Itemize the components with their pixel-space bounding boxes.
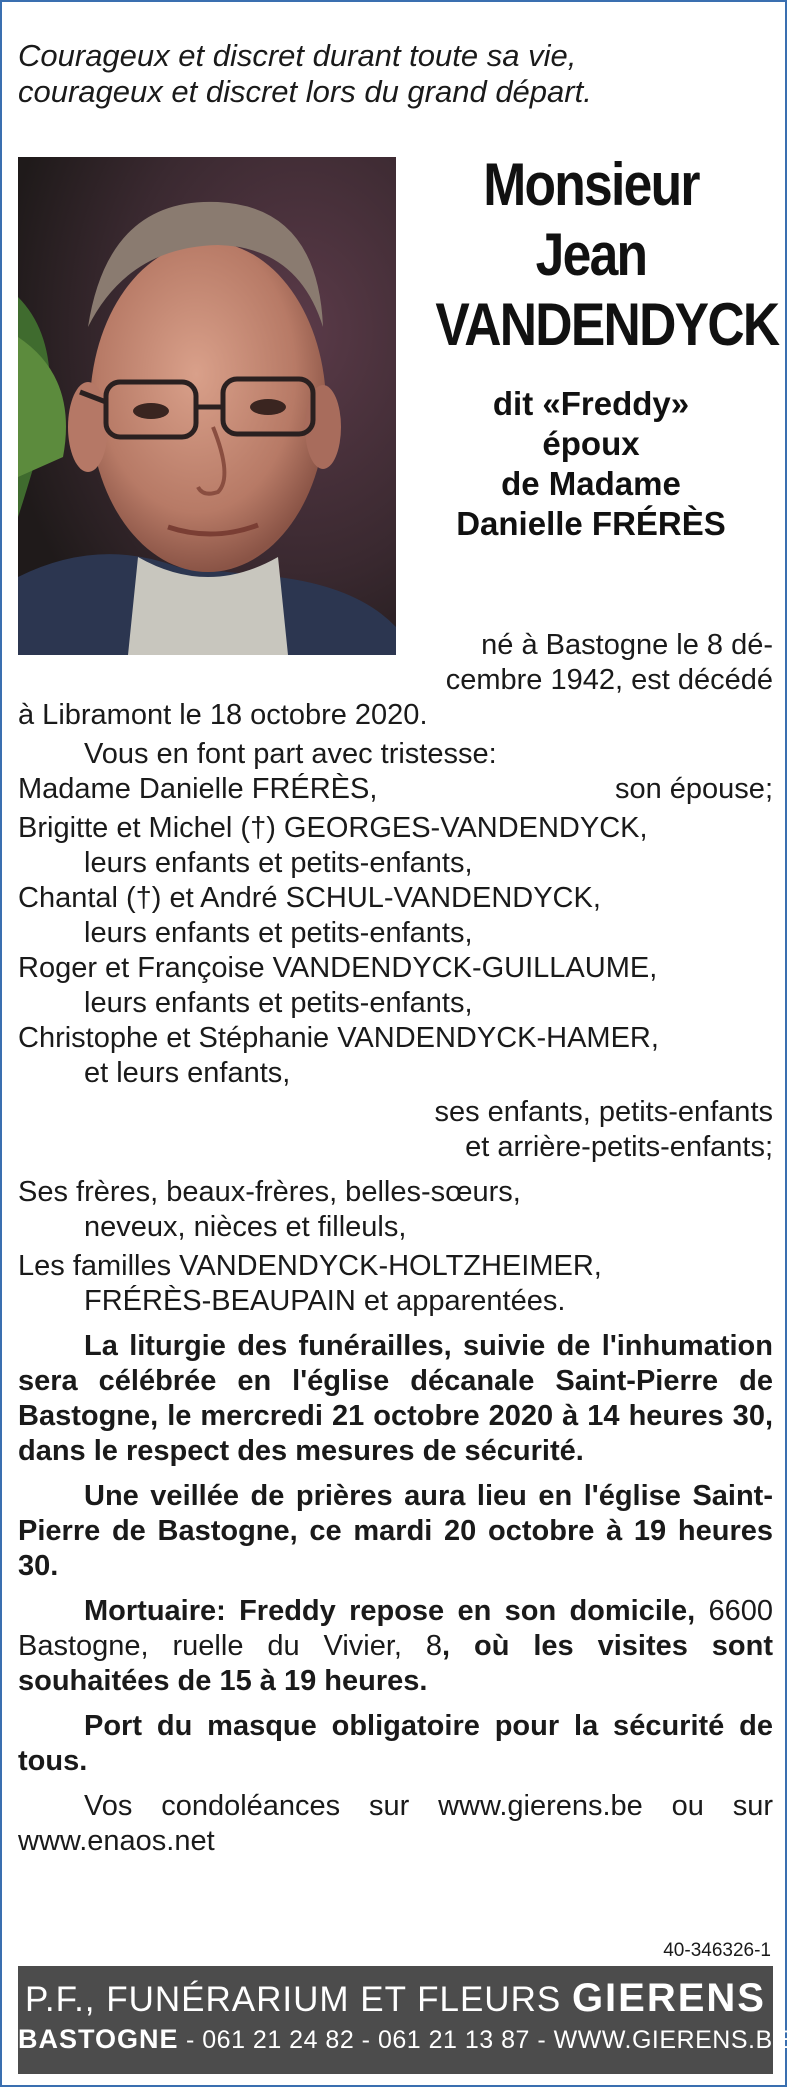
child-family: Roger et Françoise VANDENDYCK-GUILLAUME, bbox=[18, 952, 658, 984]
reference-number: 40-346326-1 bbox=[663, 1940, 771, 1961]
mortuary-notice bbox=[18, 1594, 773, 1699]
spouse-line: de Madame bbox=[501, 465, 681, 502]
first-name: Jean bbox=[535, 221, 647, 288]
children-role: et arrière-petits-enfants; bbox=[465, 1131, 773, 1163]
funeral-notice: La liturgie des funérailles, suivie de l'inhumation sera célébrée en l'église décanale Saint-Pierre de Bastogne, le mercredi 21 octobre 2020 à 14 heures 30, dans le respect des mesures de sécurité. bbox=[18, 1330, 773, 1467]
wife-row bbox=[18, 772, 773, 807]
child-family-sub: leurs enfants et petits-enfants, bbox=[84, 917, 473, 949]
birth-line: né à Bastogne le 8 dé- bbox=[481, 629, 773, 661]
child-family-sub: et leurs enfants, bbox=[84, 1057, 291, 1089]
banner-title-plain: P.F., FUNÉRARIUM ET FLEURS bbox=[25, 1980, 562, 2019]
banner-phones-web: - 061 21 24 82 - 061 21 13 87 - WWW.GIERENS.BE bbox=[185, 2026, 790, 2054]
portrait-photo bbox=[18, 157, 396, 655]
banner-title bbox=[18, 1976, 773, 2022]
birth-line: à Libramont le 18 octobre 2020. bbox=[18, 699, 428, 731]
children-role: ses enfants, petits-enfants bbox=[434, 1096, 773, 1128]
last-name: VANDENDYCK bbox=[435, 291, 779, 358]
banner-contact bbox=[18, 2022, 790, 2057]
mask-notice: Port du masque obligatoire pour la sécurité de tous. bbox=[18, 1710, 773, 1777]
wife-name: Madame Danielle FRÉRÈS, bbox=[18, 773, 378, 805]
families-sub: FRÉRÈS-BEAUPAIN et apparentées. bbox=[84, 1285, 566, 1317]
wife-role: son épouse; bbox=[614, 773, 773, 805]
funeral-home-banner bbox=[18, 1966, 790, 2074]
quote-line: courageux et discret lors du grand départ. bbox=[18, 74, 592, 109]
child-family-sub: leurs enfants et petits-enfants, bbox=[84, 987, 473, 1019]
spouse-line: époux bbox=[542, 425, 640, 462]
epigraph-quote bbox=[18, 38, 758, 110]
mortuary-visits: , où les visites sont souhaitées de 15 à 19 heures. bbox=[18, 1630, 773, 1697]
child-family: Chantal (†) et André SCHUL-VANDENDYCK, bbox=[18, 882, 601, 914]
birth-text-right bbox=[420, 628, 773, 698]
mortuary-bold: Mortuaire: Freddy repose en son domicile, bbox=[84, 1595, 696, 1627]
child-family: Brigitte et Michel (†) GEORGES-VANDENDYCK, bbox=[18, 812, 648, 844]
vigil-notice: Une veillée de prières aura lieu en l'église Saint-Pierre de Bastogne, ce mardi 20 octobre à 19 heures 30. bbox=[18, 1480, 773, 1582]
siblings-sub: neveux, nièces et filleuls, bbox=[84, 1211, 407, 1243]
banner-city: BASTOGNE bbox=[18, 2024, 179, 2054]
deceased-name-block bbox=[410, 150, 779, 544]
obituary-body bbox=[18, 698, 773, 1859]
child-family-sub: leurs enfants et petits-enfants, bbox=[84, 847, 473, 879]
birth-line: cembre 1942, est décédé bbox=[445, 664, 773, 696]
condolences-notice: Vos condoléances sur www.gierens.be ou sur www.enaos.net bbox=[18, 1790, 773, 1857]
announcement-intro: Vous en font part avec tristesse: bbox=[84, 738, 497, 770]
siblings: Ses frères, beaux-frères, belles-sœurs, bbox=[18, 1176, 521, 1208]
banner-brand: GIERENS bbox=[571, 1976, 766, 2020]
child-family: Christophe et Stéphanie VANDENDYCK-HAMER, bbox=[18, 1022, 659, 1054]
spouse-name: Danielle FRÉRÈS bbox=[456, 505, 726, 542]
title-line: Monsieur bbox=[483, 151, 699, 218]
nickname: dit «Freddy» bbox=[492, 385, 690, 422]
quote-line: Courageux et discret durant toute sa vie, bbox=[18, 38, 577, 73]
mortuary-address: 6600 Bastogne, ruelle du Vivier, 8 bbox=[18, 1595, 773, 1662]
families: Les familles VANDENDYCK-HOLTZHEIMER, bbox=[18, 1250, 602, 1282]
